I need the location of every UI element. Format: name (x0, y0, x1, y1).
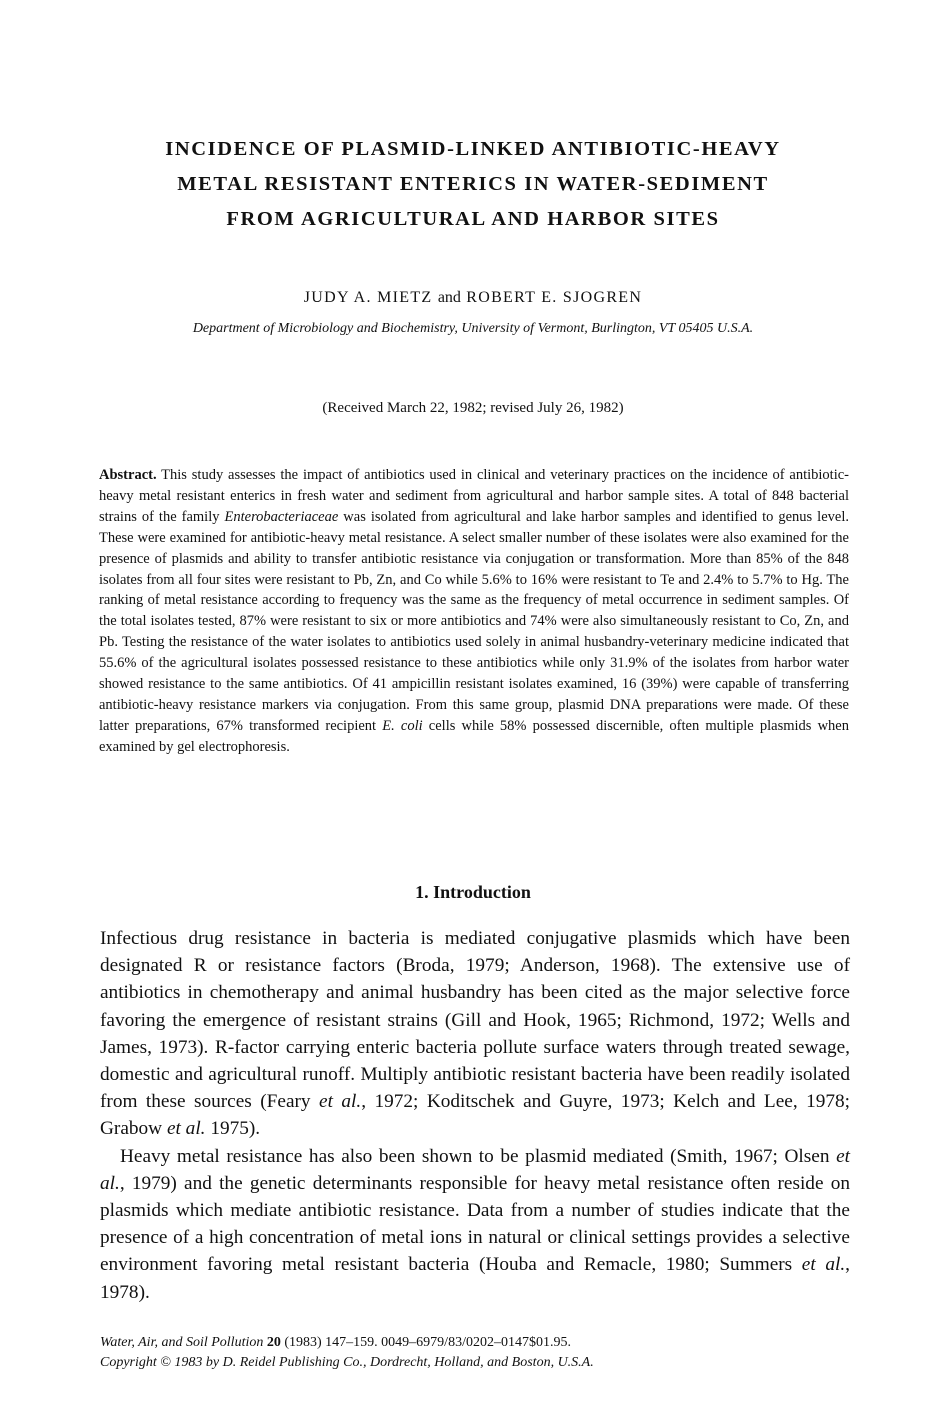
author-second: ROBERT E. SJOGREN (466, 289, 643, 306)
introduction-body (100, 925, 850, 1306)
intro-p1-text-b: , 1972; Koditschek and Guyre, 1973; Kelch and Lee, 1978; Grabow (100, 1091, 851, 1140)
page-footer (100, 1333, 860, 1373)
intro-p2-etal-2: et al. (801, 1254, 846, 1276)
title-line-1: INCIDENCE OF PLASMID-LINKED ANTIBIOTIC-HEAVY (165, 138, 781, 160)
abstract-text-3: cells while 58% possessed discernible, often multiple plasmids when examined by gel electrophoresis. (99, 717, 849, 755)
intro-p2-text-b: , 1979) and the genetic determinants responsible for heavy metal resistance often reside on plasmids which mediate antibiotic resistance. Data from a number of studies indicate that the presence of a high concentration of metal ions in natural or clinical settings provides a selective environment favoring metal resistant bacteria (Houba and Remacle, 1980; Summers (100, 1172, 850, 1276)
intro-p1-etal: et al. (319, 1091, 362, 1113)
intro-p1-etal-2: et al. (166, 1118, 206, 1140)
journal-name: Water, Air, and Soil Pollution (100, 1335, 264, 1350)
section-heading-introduction: 1. Introduction (415, 882, 531, 902)
received-dates: (Received March 22, 1982; revised July 26, 1982) (322, 400, 624, 416)
citation-line (100, 1333, 860, 1353)
abstract-label: Abstract. (99, 467, 157, 483)
abstract-text-2: was isolated from agricultural and lake harbor samples and identified to genus level. These were examined for antibiotic-heavy metal resistance. A select smaller number of these isolates were also examined for the presence of plasmids and ability to transfer antibiotic resistance via conjugation or transformation. More than 85% of the 848 isolates from all four sites were resistant to Pb, Zn, and Co while 5.6% to 16% were resistant to Te and 2.4% to 5.7% to Hg. The ranking of metal resistance according to frequency was the same as the frequency of metal occurrence in sediment samples. Of the total isolates tested, 87% were resistant to six or more antibiotics and 74% were also simultaneously resistant to Co, Zn, and Pb. Testing the resistance of the water isolates to antibiotics used solely in animal husbandry-veterinary medicine indicated that 55.6% of the agricultural isolates possessed resistance to these antibiotics while only 31.9% of the isolates from harbor water showed resistance to the same antibiotics. Of 41 ampicillin resistant isolates examined, 16 (39%) were capable of transferring antibiotic-heavy resistance markers via conjugation. From this same group, plasmid DNA preparations were made. Of these latter preparations, 67% transformed recipient (99, 508, 849, 734)
intro-p1-text: Infectious drug resistance in bacteria is mediated conjugative plasmids which have been designated R or resistance factors (Broda, 1979; Anderson, 1968). The extensive use of antibiotics in chemotherapy and animal husbandry has been cited as the major selective force favoring the emergence of resistant strains (Gill and Hook, 1965; Richmond, 1972; Wells and James, 1973). R-factor carrying enteric bacteria pollute surface waters through treated sewage, domestic and agricultural runoff. Multiply antibiotic resistant bacteria have been readily isolated from these sources (Feary (100, 928, 850, 1113)
abstract-family-name: Enterobacteriaceae (224, 508, 339, 525)
abstract (99, 465, 849, 758)
paper-title (100, 132, 846, 237)
copyright-line: Copyright © 1983 by D. Reidel Publishing Co., Dordrecht, Holland, and Boston, U.S.A. (100, 1355, 594, 1370)
intro-paragraph-2 (100, 1143, 850, 1306)
title-line-3: FROM AGRICULTURAL AND HARBOR SITES (226, 208, 720, 230)
author-line (0, 289, 946, 307)
author-first: JUDY A. MIETZ (303, 289, 433, 306)
journal-pages: (1983) 147–159. 0049–6979/83/0202–0147$01.95. (280, 1335, 571, 1350)
abstract-text-1: This study assesses the impact of antibiotics used in clinical and veterinary practices on the incidence of antibiotic- heavy metal resistant enterics in fresh water and sediment from agricultural and harbor sample sites. A total of 848 bacterial strains of the family (99, 467, 849, 525)
intro-p2-text: Heavy metal resistance has also been shown to be plasmid mediated (Smith, 1967; Olsen (120, 1145, 837, 1167)
affiliation-country: U.S.A. (713, 321, 754, 336)
intro-p1-text-c: 1975). (205, 1118, 261, 1140)
affiliation-department: Department of Microbiology and Biochemistry, University of Vermont, Burlington, (192, 321, 659, 336)
affiliation (0, 321, 946, 337)
journal-volume: 20 (266, 1335, 281, 1350)
intro-p2-etal: et al. (100, 1145, 850, 1194)
affiliation-postal-code: VT 05405 (658, 321, 714, 336)
abstract-organism: E. coli (382, 717, 423, 734)
intro-p2-text-c: , 1978). (100, 1254, 850, 1303)
title-line-2: METAL RESISTANT ENTERICS IN WATER-SEDIMENT (177, 173, 769, 195)
intro-paragraph-1 (100, 925, 850, 1143)
author-conjunction: and (437, 289, 461, 306)
